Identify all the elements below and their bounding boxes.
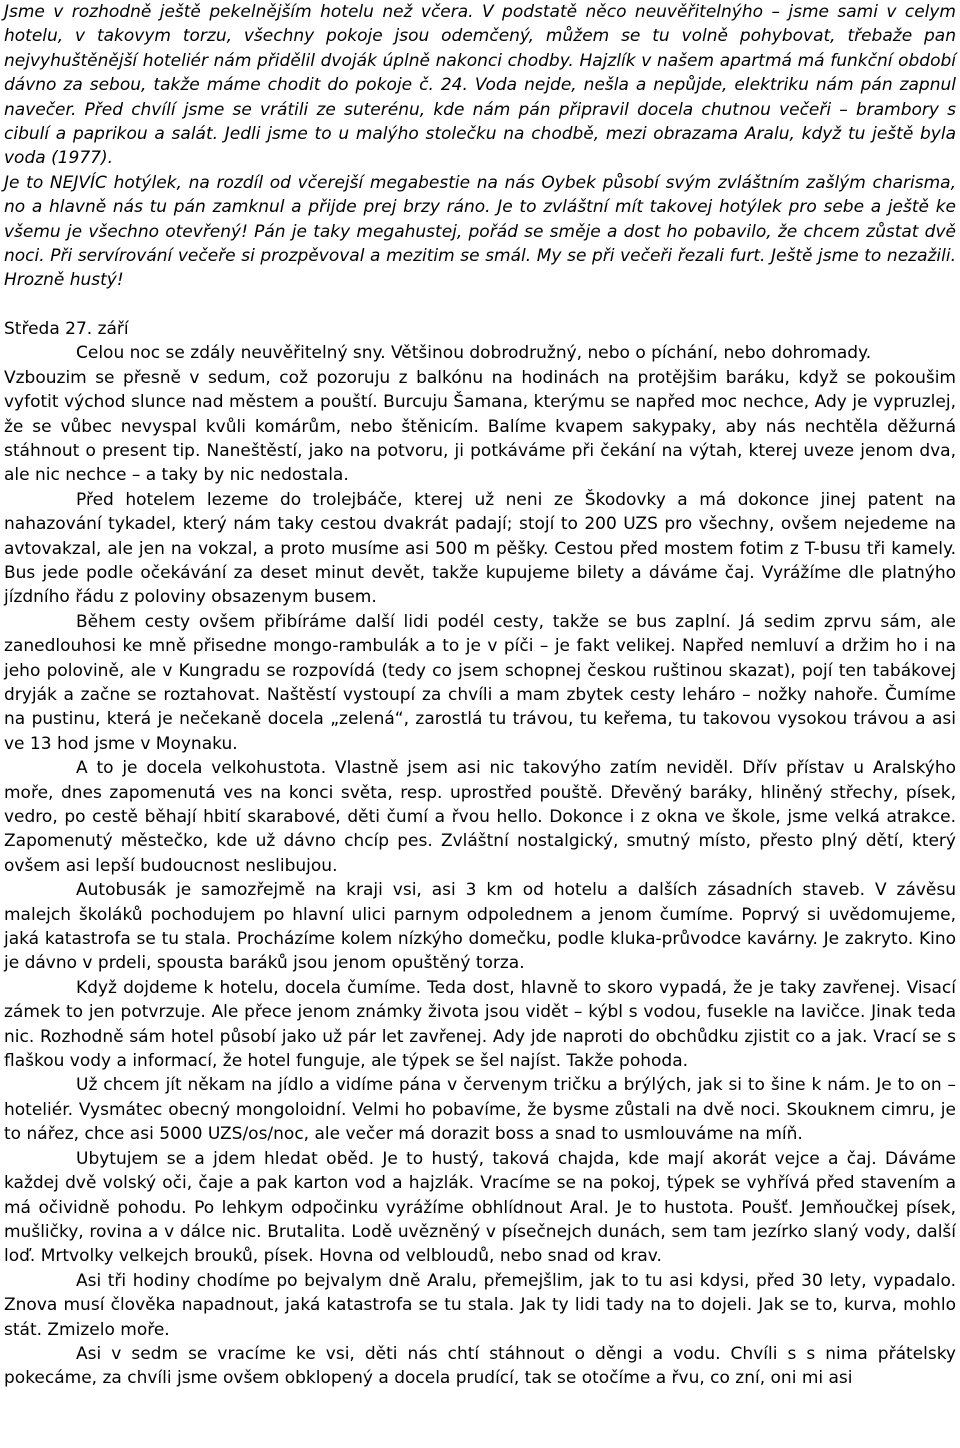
first-line-of-day: Celou noc se zdály neuvěřitelný sny. Většinou dobrodružný, nebo o píchání, nebo dohromady. <box>76 343 872 364</box>
intro-paragraph-2: Je to NEJVÍC hotýlek, na rozdíl od včerejší megabestie na nás Oybek působí svým zvláštním zašlým charisma, no a hlavně nás tu pán zamknul a přijde prej brzy ráno. Je to zvláštní mít takovej hotýlek pro sebe a ještě ke všemu je všechno otevřený! Pán je taky megahustej, pořád se směje a dost ho pobavilo, že chcem zůstat dvě noci. Při servírování večeře si prozpěvoval a mezitim se smál. My se při večeři řezali furt. Ještě jsme to nezažili. Hrozně hustý! <box>4 172 956 291</box>
paragraph: Když dojdeme k hotelu, docela čumíme. Teda dost, hlavně to skoro vypadá, že je taky zavřenej. Visací zámek to jen potvrzuje. Ale přece jenom známky života jsou vidět – kýbl s vodou, fusekle na lavičce. Jinak teda nic. Rozhodně sám hotel působí jako už pár let zavřenej. Ady jde naproti do obchůdku zjistit co a jak. Vrací se s flaškou vody a informací, že hotel funguje, ale týpek se šel najíst. Takže pohoda. <box>4 977 956 1072</box>
paragraph: A to je docela velkohustota. Vlastně jsem asi nic takovýho zatím neviděl. Dřív přístav u Aralskýho moře, dnes zapomenutá ves na konci světa, resp. uprostřed pouště. Dřevěný baráky, hliněný střechy, písek, vedro, po cestě běhají hbití skarabové, děti čumí a řvou hello. Dokonce i z okna ve škole, jsme velká atrakce. Zapomenutý městečko, kde už dávno chcíp pes. Zvláštní nostalgický, smutný místo, přesto plný dětí, který ovšem asi lepší budoucnost neslibujou. <box>4 758 956 876</box>
date-heading: Středa 27. září <box>4 318 129 339</box>
document-page <box>4 0 956 1391</box>
paragraph: Ubytujem se a jdem hledat oběd. Je to hustý, taková chajda, kde mají akorát vejce a čaj. Dáváme každej dvě volský oči, čaje a pak karton vod a hajzlák. Vracíme se na pokoj, týpek se vyhřívá před stavením a má očividně pohodu. Po lehkym odpočinku vyrážíme obhlídnout Aral. Je to hustota. Poušť. Jemňoučkej písek, mušličky, rovina a v dálce nic. Brutalita. Lodě uvězněný v písečnejch dunách, sem tam jezírko slaný vody, další loď. Mrtvolky velkejch brouků, písek. Hovna od velbloudů, nebo snad od krav. <box>4 1148 956 1267</box>
paragraph: Před hotelem lezeme do trolejbáče, kterej už neni ze Škodovky a má dokonce jinej patent na nahazování tykadel, který nám taky cestou dvakrát padají; stojí to 200 UZS pro všechny, ovšem nejedeme na avtovakzal, ale jen na vokzal, a proto musíme asi 500 m pěšky. Cestou před mostem fotim z T-busu tři kamely. Bus jede podle očekávání za deset minut devět, takže kupujeme bilety a dáváme čaj. Vyrážíme dle platnýho jízdního řádu z poloviny obsazenym busem. <box>4 489 956 608</box>
paragraph: Asi v sedm se vracíme ke vsi, děti nás chtí stáhnout o děngi a vodu. Chvíli s s nima přátelsky pokecáme, za chvíli jsme ovšem obklopený a docela prudící, tak se otočíme a řvu, co zní, oni mi asi <box>4 1343 956 1389</box>
paragraph: Asi tři hodiny chodíme po bejvalym dně Aralu, přemejšlim, jak to tu asi kdysi, před 30 lety, vypadalo. Znova musí člověka napadnout, jaká katastrofa se tu stala. Jak ty lidi tady na to dojeli. Jak se to, kurva, mohlo stát. Zmizelo moře. <box>4 1270 956 1340</box>
paragraph-continuation: Vzbouzim se přesně v sedum, což pozoruju z balkónu na hodinách na protějšim baráku, když se pokoušim vyfotit východ slunce nad městem a pouští. Burcuju Šamana, kterýmu se napřed moc nechce, Ady je vypruzlej, že se vůbec nevyspal kvůli komárům, nebo štěnicím. Balíme kvapem sakypaky, aby nás nechtěla děžurná stáhnout o present tip. Naneštěstí, jako na potvoru, ji potkáváme při čekání na výtah, kterej uveze jenom dva, ale nic nechce – a taky by nic nedostala. <box>4 367 956 486</box>
paragraph: Už chcem jít někam na jídlo a vidíme pána v červenym tričku a brýlých, jak si to šine k nám. Je to on – hoteliér. Vysmátec obecný mongoloidní. Velmi ho pobavíme, že bysme zůstali na dvě noci. Skouknem cimru, je to nářez, chce asi 5000 UZS/os/noc, ale večer má dorazit boss a snad to usmlouváme na míň. <box>4 1075 956 1145</box>
paragraph: Autobusák je samozřejmě na kraji vsi, asi 3 km od hotelu a dalších zásadních staveb. V závěsu malejch školáků pochodujem po hlavní ulici parnym odpolednem a jenom čumíme. Poprvý si uvědomujeme, jaká katastrofa se tu stala. Procházíme kolem nízkýho domečku, podle kluka-průvodce kavárny. Je zakryto. Kino je dávno v prdeli, spousta baráků jsou jenom opuštěný torza. <box>4 880 956 974</box>
intro-paragraph-1: Jsme v rozhodně ještě pekelnějším hotelu než včera. V podstatě něco neuvěřitelnýho – jsme sami v celym hotelu, v takovym torzu, všechny pokoje jsou odemčený, můžem se tu volně pohybovat, třebaže pan nejvyhuštěnější hoteliér nám přidělil dvoják úplně nakonci chodby. Hajzlík v našem apartmá má funkční období dávno za sebou, takže máme chodit do pokoje č. 24. Voda nejde, nešla a nepůjde, elektriku nám pán zapnul navečer. Před chvílí jsme se vrátili ze suterénu, kde nám pán připravil docela chutnou večeři – brambory s cibulí a paprikou a salát. Jedli jsme to u malýho stolečku na chodbě, mezi obrazama Aralu, když tu ještě byla voda (1977). <box>4 2 956 169</box>
paragraph: Během cesty ovšem přibíráme další lidi podél cesty, takže se bus zaplní. Já sedim zprvu sám, ale zanedlouhosi ke mně přisedne mongo-rambulák a to je v píči – je fakt velikej. Napřed nemluví a držim ho i na jeho polovině, ale v Kungradu se rozpovídá (tedy co jsem schopnej českou ruštinou skazat), pojí ten tabákovej dryják a začne se roztahovat. Naštěstí vystoupí za chvíli a mam zbytek cesty leháro – nožky nahoře. Čumíme na pustinu, která je nečekaně docela „zelená“, zarostlá tu trávou, tu keřema, tu takovou vysokou trávou a asi ve 13 hod jsme v Moynaku. <box>4 611 956 754</box>
